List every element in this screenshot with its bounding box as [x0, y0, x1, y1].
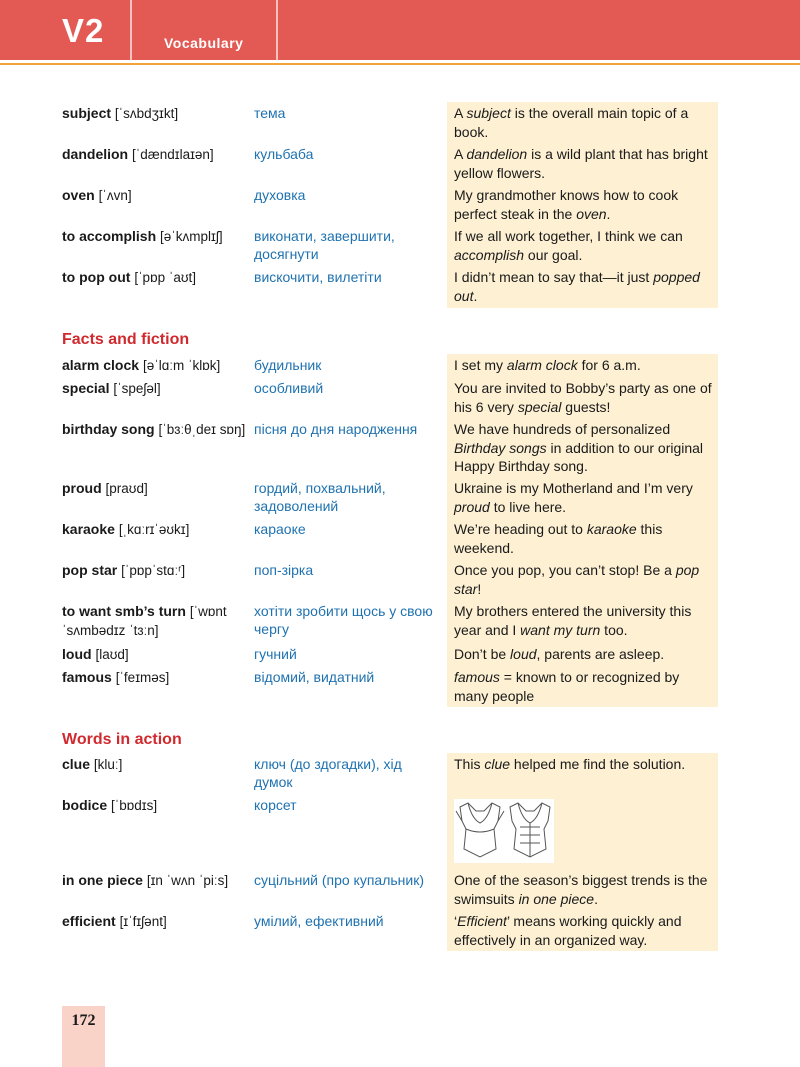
- example-text: I set my: [454, 357, 507, 373]
- example-emphasis: proud: [454, 498, 490, 515]
- vocab-term: [62, 379, 247, 398]
- vocab-word: loud: [62, 646, 92, 662]
- vocab-word: to want smb’s turn: [62, 603, 186, 619]
- example-emphasis: pop star: [454, 562, 700, 597]
- vocab-example: [454, 755, 716, 774]
- vocab-term: [62, 755, 247, 774]
- example-emphasis: karaoke: [586, 521, 637, 537]
- example-text: We’re heading out to: [454, 521, 587, 537]
- example-emphasis: oven: [576, 205, 607, 222]
- vocab-example: [454, 871, 716, 908]
- example-text: I didn’t mean to say that—it just: [454, 269, 654, 285]
- vocab-translation: поп-зірка: [254, 562, 314, 578]
- vocab-translation: гучний: [254, 646, 297, 662]
- example-emphasis: subject: [466, 105, 511, 121]
- vocab-example: [454, 602, 716, 639]
- vocab-word: to accomplish: [62, 228, 157, 244]
- example-text: is the overall main topic of a book.: [454, 105, 689, 140]
- example-emphasis: famous: [454, 669, 500, 685]
- vocab-term: [62, 520, 247, 539]
- example-text: = known to or recognized by many people: [454, 669, 680, 704]
- header-divider: [276, 0, 278, 60]
- vocab-word: special: [62, 380, 110, 396]
- page-number: 172: [71, 1012, 96, 1029]
- example-emphasis: special: [517, 398, 562, 415]
- vocab-translation: ключ (до здогадки), хід думок: [254, 756, 402, 790]
- vocab-term: [62, 912, 247, 931]
- vocab-term: [62, 268, 247, 287]
- example-emphasis: in one piece: [518, 890, 595, 907]
- vocab-word: efficient: [62, 913, 116, 929]
- vocab-pronunciation: [ˈsʌbdʒɪkt]: [114, 106, 179, 121]
- example-text: .: [473, 287, 478, 304]
- vocab-example: [454, 561, 716, 598]
- vocab-translation: суцільний (про купальник): [254, 872, 425, 888]
- vocab-translation: пісня до дня народження: [254, 421, 418, 437]
- example-text: Don’t be: [454, 646, 511, 662]
- vocab-pronunciation: [ˈbɒdɪs]: [111, 798, 158, 813]
- example-text: This: [454, 756, 485, 772]
- vocab-example: [454, 145, 716, 182]
- example-text: .: [594, 890, 598, 907]
- section-label: Vocabulary: [164, 35, 244, 51]
- example-emphasis: want my turn: [520, 621, 601, 638]
- vocab-word: famous: [62, 669, 112, 685]
- vocab-translation: умілий, ефективний: [254, 913, 384, 929]
- vocab-word: pop star: [62, 562, 118, 578]
- example-text: ’ means working quickly and effectively in an organized way.: [454, 913, 682, 948]
- unit-code: V2: [62, 12, 105, 49]
- vocab-translation: особливий: [254, 380, 324, 396]
- example-text: Ukraine is my Motherland and I’m very: [454, 480, 693, 496]
- example-text: guests!: [561, 398, 611, 415]
- header-divider: [130, 0, 132, 60]
- vocab-pronunciation: [ɪn ˈwʌn ˈpiːs]: [146, 873, 229, 888]
- example-text: our goal.: [524, 246, 583, 263]
- section-heading: Facts and fiction: [62, 331, 190, 348]
- section-heading: Words in action: [62, 731, 182, 748]
- example-text: for 6 a.m.: [577, 357, 641, 373]
- vocab-translation: кульбаба: [254, 146, 314, 162]
- page-number-box: [62, 1006, 105, 1067]
- example-text: My brothers entered the university this year and I: [454, 603, 692, 638]
- vocab-word: proud: [62, 480, 102, 496]
- vocab-translation: хотіти зробити щось у свою чергу: [254, 603, 433, 637]
- vocab-word: oven: [62, 187, 95, 203]
- example-text: helped me find the solution.: [510, 756, 686, 772]
- vocab-translation: гордий, похвальний, задоволений: [254, 480, 386, 514]
- vocab-pronunciation: [ˈpɒpˈstɑːʳ]: [121, 563, 186, 578]
- vocab-word: dandelion: [62, 146, 129, 162]
- bodice-illustration: [454, 799, 554, 863]
- example-text: You are invited to Bobby’s party as one of his 6 very: [454, 380, 712, 415]
- vocab-example: [454, 104, 716, 141]
- vocab-example: [454, 420, 716, 476]
- example-emphasis: dandelion: [466, 146, 528, 162]
- example-emphasis: loud: [510, 646, 537, 662]
- example-text: is a wild plant that has bright yellow flowers.: [454, 146, 708, 181]
- vocab-pronunciation: [ˈfeɪməs]: [115, 670, 170, 685]
- vocab-word: karaoke: [62, 521, 115, 537]
- example-text: One of the season’s biggest trends is the swimsuits: [454, 872, 708, 907]
- vocab-term: [62, 186, 247, 205]
- vocab-pronunciation: [ˈwɒnt ˈsʌmbədɪz ˈtɜːn]: [62, 604, 227, 638]
- vocab-term: [62, 479, 247, 498]
- example-text: My grandmother knows how to cook perfect steak in the: [454, 187, 679, 222]
- vocab-example: [454, 379, 716, 416]
- example-text: ‘: [454, 913, 458, 929]
- vocab-example: [454, 268, 716, 305]
- example-emphasis: accomplish: [454, 246, 525, 263]
- vocab-pronunciation: [ˈdændɪlaɪən]: [132, 147, 214, 162]
- vocab-pronunciation: [ˈbɜːθˌdeɪ sɒŋ]: [158, 422, 246, 437]
- example-emphasis: Efficient: [457, 913, 507, 929]
- example-text: .: [606, 205, 611, 222]
- vocab-example: [454, 356, 716, 375]
- vocab-term: [62, 645, 247, 664]
- vocab-pronunciation: [ˈpɒp ˈaʊt]: [134, 270, 197, 285]
- vocab-pronunciation: [əˈlɑːm ˈklɒk]: [142, 358, 221, 373]
- vocab-word: clue: [62, 756, 91, 772]
- vocab-example: [454, 912, 716, 949]
- vocab-word: alarm clock: [62, 357, 140, 373]
- vocab-pronunciation: [əˈkʌmplɪʃ]: [160, 229, 223, 244]
- vocab-term: [62, 796, 247, 815]
- vocab-term: [62, 145, 247, 164]
- example-text: We have hundreds of personalized: [454, 421, 671, 437]
- vocab-pronunciation: [ˈspeʃəl]: [113, 381, 161, 396]
- header-rule: [0, 63, 800, 65]
- vocab-example: [454, 479, 716, 516]
- vocab-term: [62, 104, 247, 123]
- vocab-translation: виконати, завершити, досягнути: [254, 228, 395, 262]
- vocab-term: [62, 356, 247, 375]
- example-text: in addition to our original Happy Birthday song.: [454, 439, 704, 474]
- vocab-example: [454, 186, 716, 223]
- example-text: !: [477, 580, 482, 597]
- vocab-pronunciation: [ɪˈfɪʃənt]: [119, 914, 167, 929]
- example-emphasis: Birthday songs: [454, 439, 547, 456]
- vocab-translation: вискочити, вилетіти: [254, 269, 382, 285]
- example-text: to live here.: [489, 498, 567, 515]
- vocab-translation: корсет: [254, 797, 297, 813]
- vocab-pronunciation: [kluː]: [93, 757, 123, 772]
- example-text: , parents are asleep.: [536, 646, 665, 662]
- example-text: this weekend.: [454, 521, 663, 556]
- vocab-example: [454, 668, 716, 705]
- vocab-translation: відомий, видатний: [254, 669, 375, 685]
- vocab-example: [454, 645, 716, 664]
- page-header: [0, 0, 800, 60]
- vocab-translation: будильник: [254, 357, 322, 373]
- example-emphasis: alarm clock: [506, 357, 578, 373]
- vocab-pronunciation: [praʊd]: [105, 481, 148, 496]
- vocab-example: [454, 227, 716, 264]
- vocab-word: in one piece: [62, 872, 143, 888]
- vocab-word: subject: [62, 105, 112, 121]
- vocab-term: [62, 561, 247, 580]
- vocab-term: [62, 871, 247, 890]
- vocab-pronunciation: [ˈʌvn]: [98, 188, 132, 203]
- vocab-term: [62, 668, 247, 687]
- example-text: A: [454, 105, 467, 121]
- vocab-term: [62, 227, 247, 246]
- example-emphasis: popped out: [454, 269, 700, 304]
- example-text: too.: [600, 621, 628, 638]
- vocab-word: bodice: [62, 797, 108, 813]
- vocab-term: [62, 602, 247, 640]
- vocab-word: to pop out: [62, 269, 131, 285]
- vocab-pronunciation: [laʊd]: [95, 647, 129, 662]
- vocab-pronunciation: [ˌkɑːrɪˈəʊkɪ]: [118, 522, 190, 537]
- example-text: Once you pop, you can’t stop! Be a: [454, 562, 676, 578]
- vocab-word: birthday song: [62, 421, 155, 437]
- example-text: A: [454, 146, 467, 162]
- example-emphasis: clue: [484, 756, 511, 772]
- vocab-translation: караоке: [254, 521, 306, 537]
- example-text: If we all work together, I think we can: [454, 228, 683, 244]
- vocab-translation: духовка: [254, 187, 306, 203]
- vocab-term: [62, 420, 247, 439]
- vocab-example: [454, 520, 716, 557]
- vocab-translation: тема: [254, 105, 286, 121]
